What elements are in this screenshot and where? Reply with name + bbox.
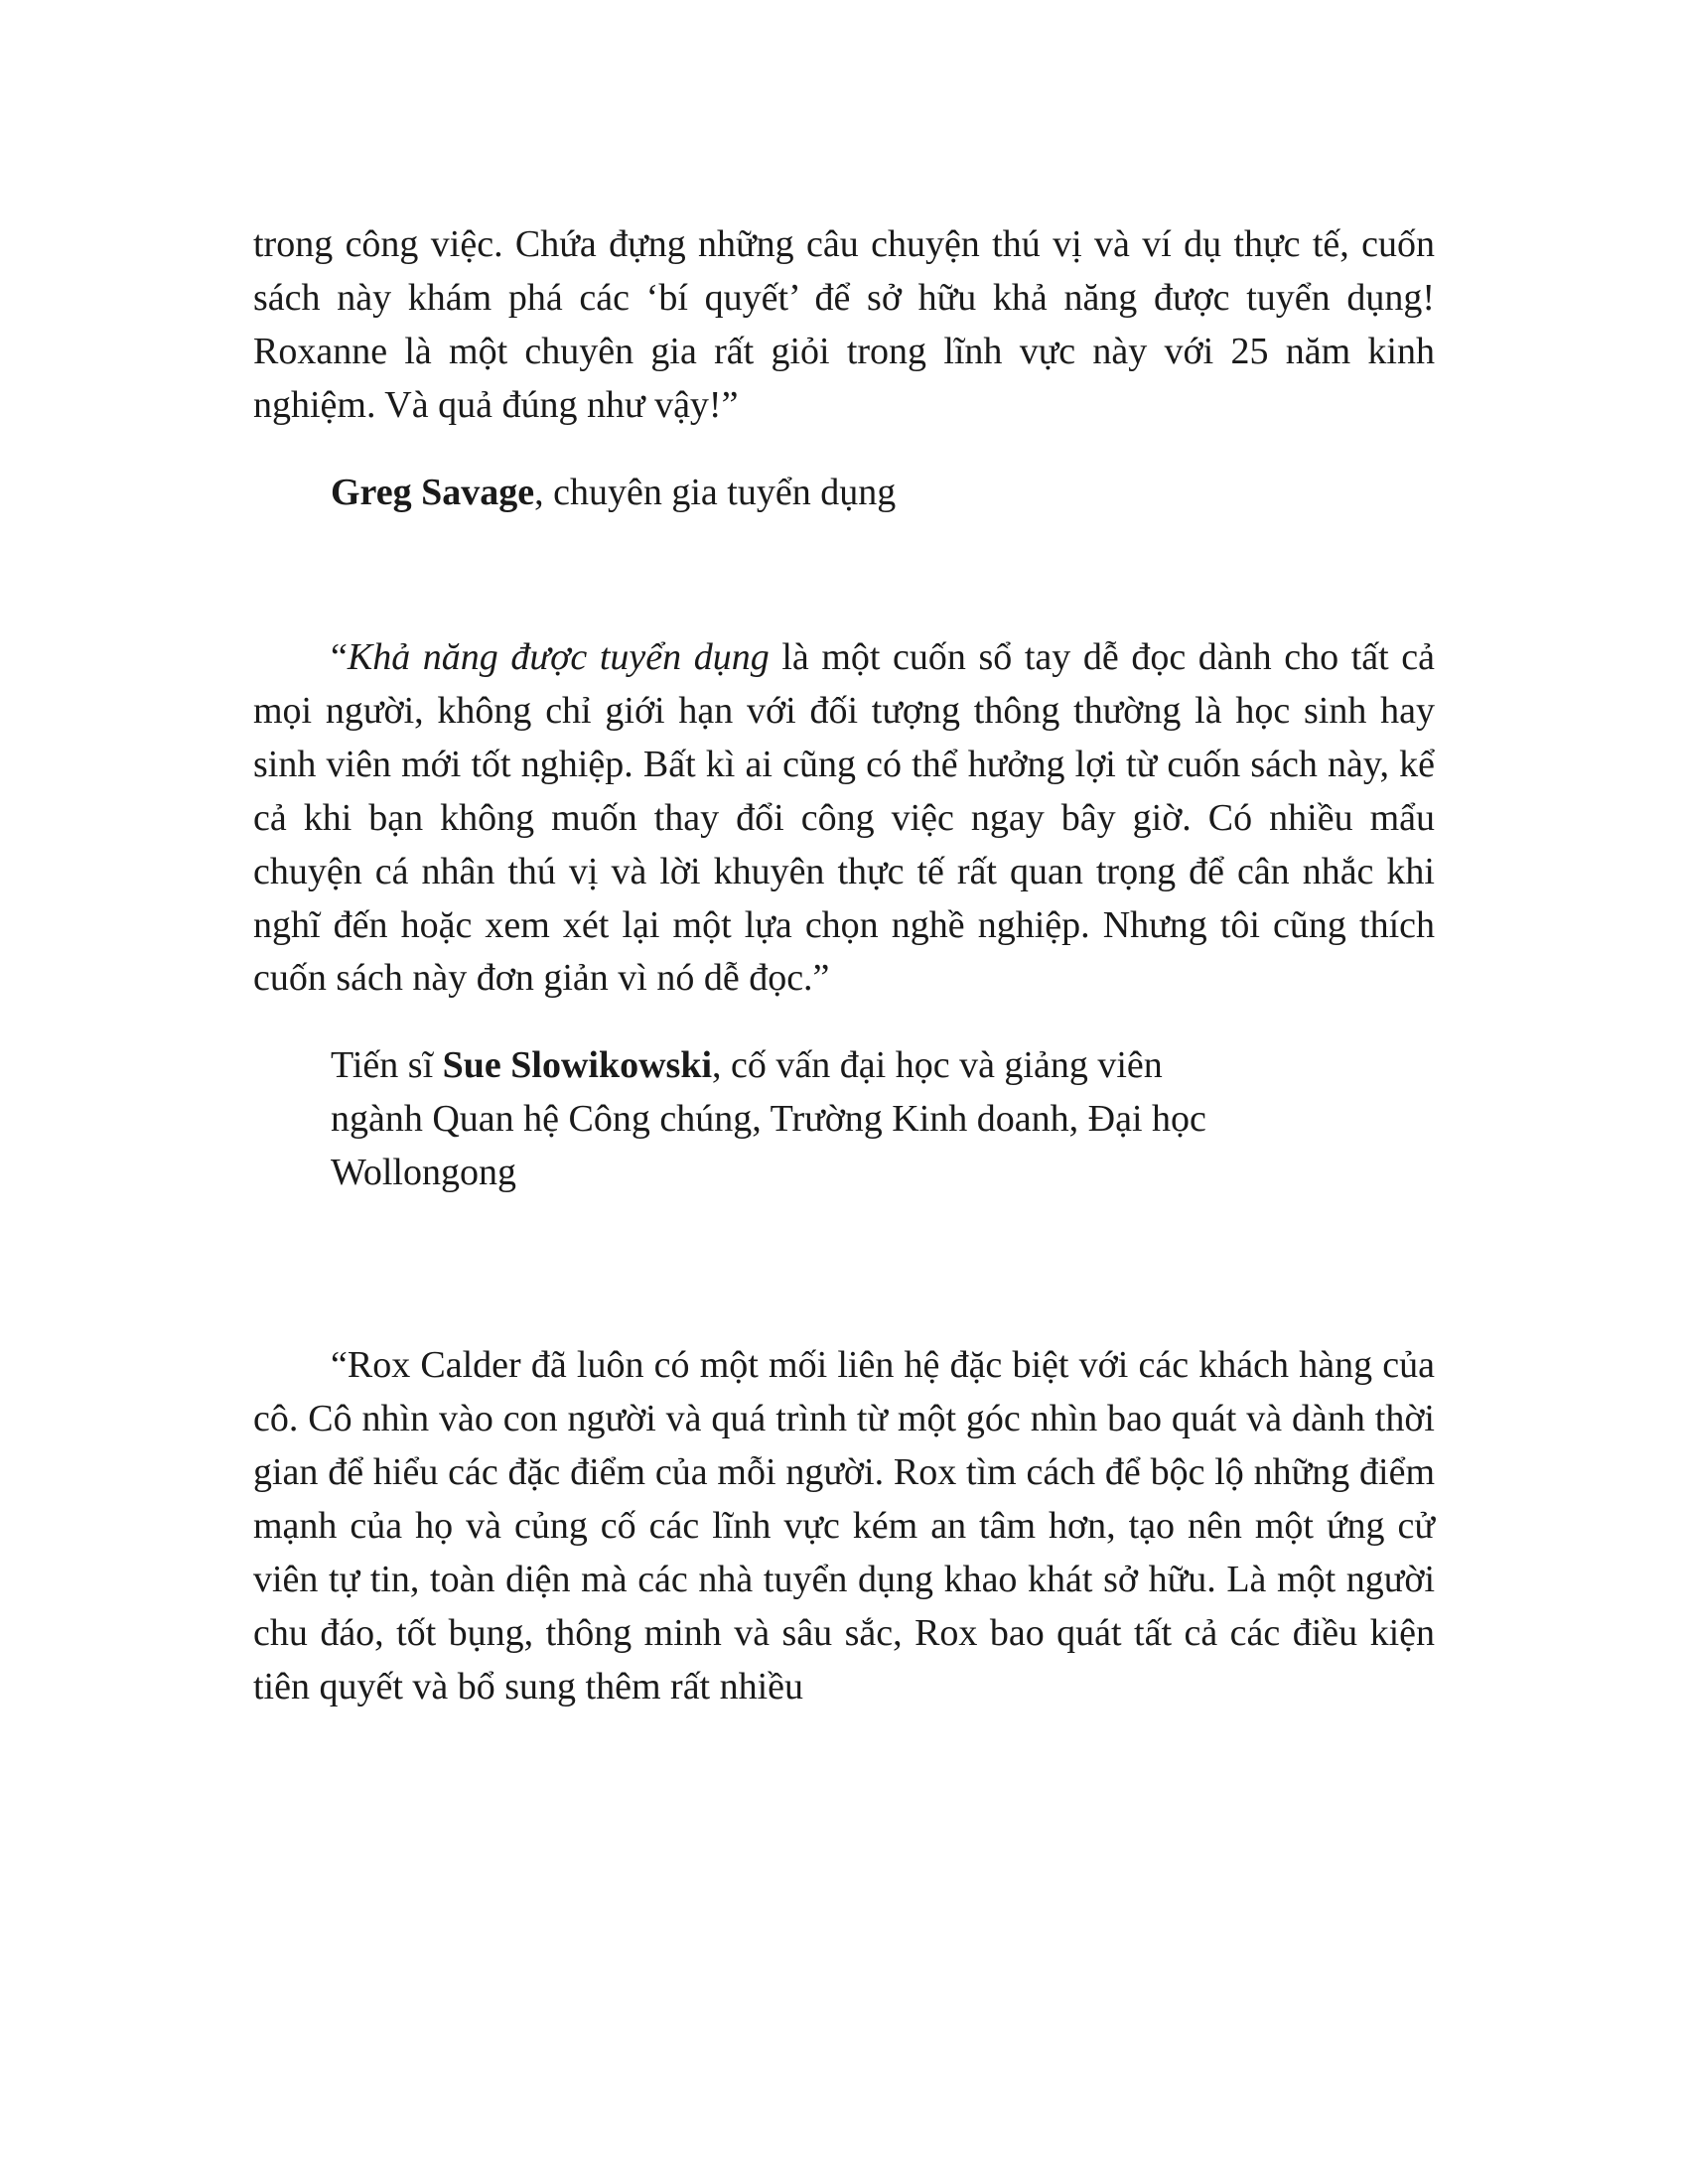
- attribution-prefix: Tiến sĩ: [331, 1044, 443, 1087]
- quote-paragraph-continuation: trong công việc. Chứa đựng những câu chuyện thú vị và ví dụ thực tế, cuốn sách này khám phá các ‘bí quyết’ để sở hữu khả năng được tuyển dụng! Roxanne là một chuyên gia rất giỏi trong lĩnh vực này với 25 năm kinh nghiệm. Và quả đúng như vậy!”: [253, 223, 1435, 426]
- block-spacer-1: [253, 520, 1435, 631]
- attribution-name: Sue Slowikowski: [442, 1044, 713, 1087]
- attribution-role: , chuyên gia tuyển dụng: [534, 471, 897, 513]
- attribution-greg-savage: [253, 467, 1435, 520]
- attribution-name: Greg Savage: [331, 471, 535, 513]
- quote-paragraph-third: “Rox Calder đã luôn có một mối liên hệ đặc biệt với các khách hàng của cô. Cô nhìn vào con người và quá trình từ một góc nhìn bao quát và dành thời gian để hiểu các đặc điểm của mỗi người. Rox tìm cách để bộc lộ những điểm mạnh của họ và củng cố các lĩnh vực kém an tâm hơn, tạo nên một ứng cử viên tự tin, toàn diện mà các nhà tuyển dụng khao khát sở hữu. Là một người chu đáo, tốt bụng, thông minh và sâu sắc, Rox bao quát tất cả các điều kiện tiên quyết và bổ sung thêm rất nhiều: [253, 1344, 1435, 1708]
- quote-body-text: là một cuốn sổ tay dễ đọc dành cho tất cả mọi người, không chỉ giới hạn với đối tượng thông thường là học sinh hay sinh viên mới tốt nghiệp. Bất kì ai cũng có thể hưởng lợi từ cuốn sách này, kể cả khi bạn không muốn thay đổi công việc ngay bây giờ. Có nhiều mẩu chuyện cá nhân thú vị và lời khuyên thực tế rất quan trọng để cân nhắc khi nghĩ đến hoặc xem xét lại một lựa chọn nghề nghiệp. Nhưng tôi cũng thích cuốn sách này đơn giản vì nó dễ đọc.”: [253, 635, 1435, 1000]
- attribution-sue-slowikowski: [253, 1039, 1264, 1200]
- block-spacer-2: [253, 1200, 1435, 1339]
- open-quote-mark: “: [331, 635, 348, 678]
- page-content: [253, 218, 1435, 1714]
- book-title-italic: Khả năng được tuyển dụng: [347, 635, 770, 678]
- attribution-role: , cố vấn đại học và giảng viên ngành Quan hệ Công chúng, Trường Kinh doanh, Đại học Wollongong: [331, 1044, 1206, 1194]
- quote-paragraph-second: [253, 631, 1435, 1007]
